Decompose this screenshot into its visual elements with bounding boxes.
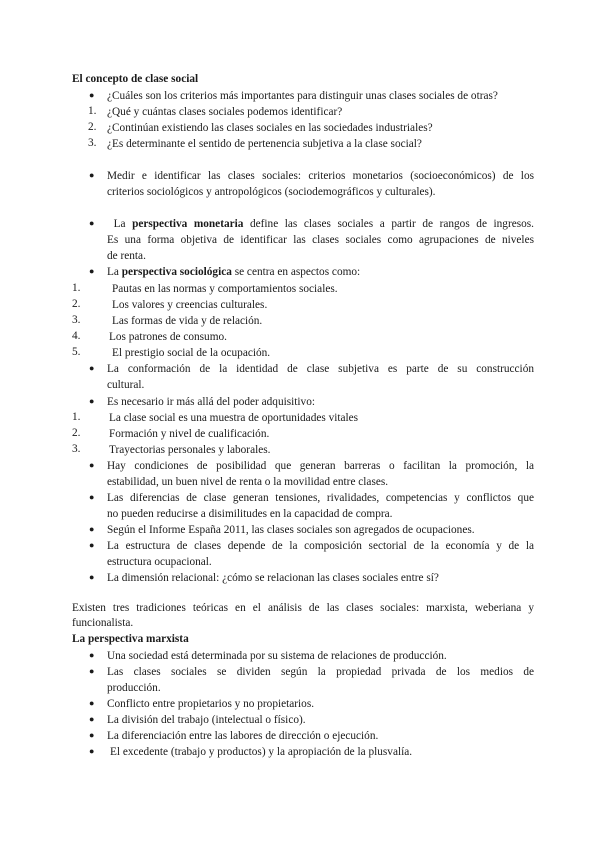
- bullet-icon: ●: [89, 396, 95, 406]
- heading-concepto-clase-social: El concepto de clase social: [72, 73, 199, 85]
- bullet-icon: ●: [89, 170, 95, 180]
- list-number: 4.: [72, 330, 81, 342]
- bullet-icon: ●: [89, 714, 95, 724]
- bullet-icon: ●: [89, 698, 95, 708]
- bold-term: perspectiva monetaria: [132, 218, 244, 230]
- list-number: 2.: [88, 121, 97, 133]
- list-number: 3.: [88, 137, 97, 149]
- bullet-icon: ●: [89, 540, 95, 550]
- bullet-icon: ●: [89, 572, 95, 582]
- bullet-icon: ●: [89, 650, 95, 660]
- document-page: El concepto de clase social ● ¿Cuáles son los criterios más importantes para distinguir unas clases sociales de otras? 1. ¿Qué y cuántas clases sociales podemos identificar? 2. ¿Continúan existiendo las clases sociales en las sociedades industriales? 3. ¿Es determinante el sentido de pertenencia subjetiva a la clase social? ● Medir e identificar las clases sociales: criterios monetarios (socioeconómicos) de los criterios sociológicos y antropológicos (sociodemográficos y culturales). ● La perspectiva monetaria define las clases sociales a partir de rangos de ingresos. Es una forma objetiva de identificar las clases sociales como agrupaciones de niveles de renta. ● La perspectiva sociológica se centra en aspectos como: 1. Pautas en las normas y comportamientos sociales. 2. Los valores y creencias culturales. 3. Las formas de vida y de relación. 4. Los patrones de consumo. 5. El prestigio social de la ocupación. ● La conformación de la identidad de clase subjetiva es parte de su construcción cultural. ● Es necesario ir más allá del poder adquisitivo: 1. La clase social es una muestra de oportunidades vitales 2. Formación y nivel de cualificación. 3. Trayectorias personales y laborales. ● Hay condiciones de posibilidad que generan barreras o facilitan la promoción, la estabilidad, un buen nivel de renta o la movilidad entre clases. ● Las diferencias de clase generan tensiones, rivalidades, competencias y conflictos que no pueden reducirse a disimilitudes en la capacidad de compra. ● Según el Informe España 2011, las clases sociales son agregados de ocupaciones. ● La estructura de clases depende de la composición sectorial de la economía y de la estructura ocupacional. ● La dimensión relacional: ¿cómo se relacionan las clases sociales entre sí? Existen tres tradiciones teóricas en el análisis de las clases sociales: marxista, weberiana y funcionalista. La perspectiva marxista ● Una sociedad está determinada por su sistema de relaciones de producción. ● Las clases sociales se dividen según la propiedad privada de los medios de producción. ● Conflicto entre propietarios y no propietarios. ● La división del trabajo (intelectual o físico). ● La diferenciación entre las labores de dirección o ejecución. ● El excedente (trabajo y productos) y la apropiación de la plusvalía.: [72, 73, 534, 758]
- bullet-icon: ●: [89, 218, 95, 228]
- list-number: 3.: [72, 314, 81, 326]
- bullet-icon: ●: [89, 460, 95, 470]
- list-number: 2.: [72, 427, 81, 439]
- bullet-icon: ●: [89, 730, 95, 740]
- list-number: 1.: [88, 105, 97, 117]
- paragraph-tradiciones: Existen tres tradiciones teóricas en el análisis de las clases sociales: marxista, weberiana y funcionalista.: [72, 602, 534, 629]
- bullet-icon: ●: [89, 363, 95, 373]
- list-number: 2.: [72, 298, 81, 310]
- bullet-icon: ●: [89, 746, 95, 756]
- bullet-icon: ●: [89, 524, 95, 534]
- heading-perspectiva-marxista: La perspectiva marxista: [72, 633, 189, 645]
- bullet-icon: ●: [89, 492, 95, 502]
- list-number: 1.: [72, 282, 81, 294]
- list-number: 3.: [72, 443, 81, 455]
- bullet-icon: ●: [89, 266, 95, 276]
- bold-term: perspectiva sociológica: [121, 266, 232, 278]
- bullet-icon: ●: [89, 90, 95, 100]
- list-number: 5.: [72, 346, 81, 358]
- bullet-icon: ●: [89, 666, 95, 676]
- list-number: 1.: [72, 411, 81, 423]
